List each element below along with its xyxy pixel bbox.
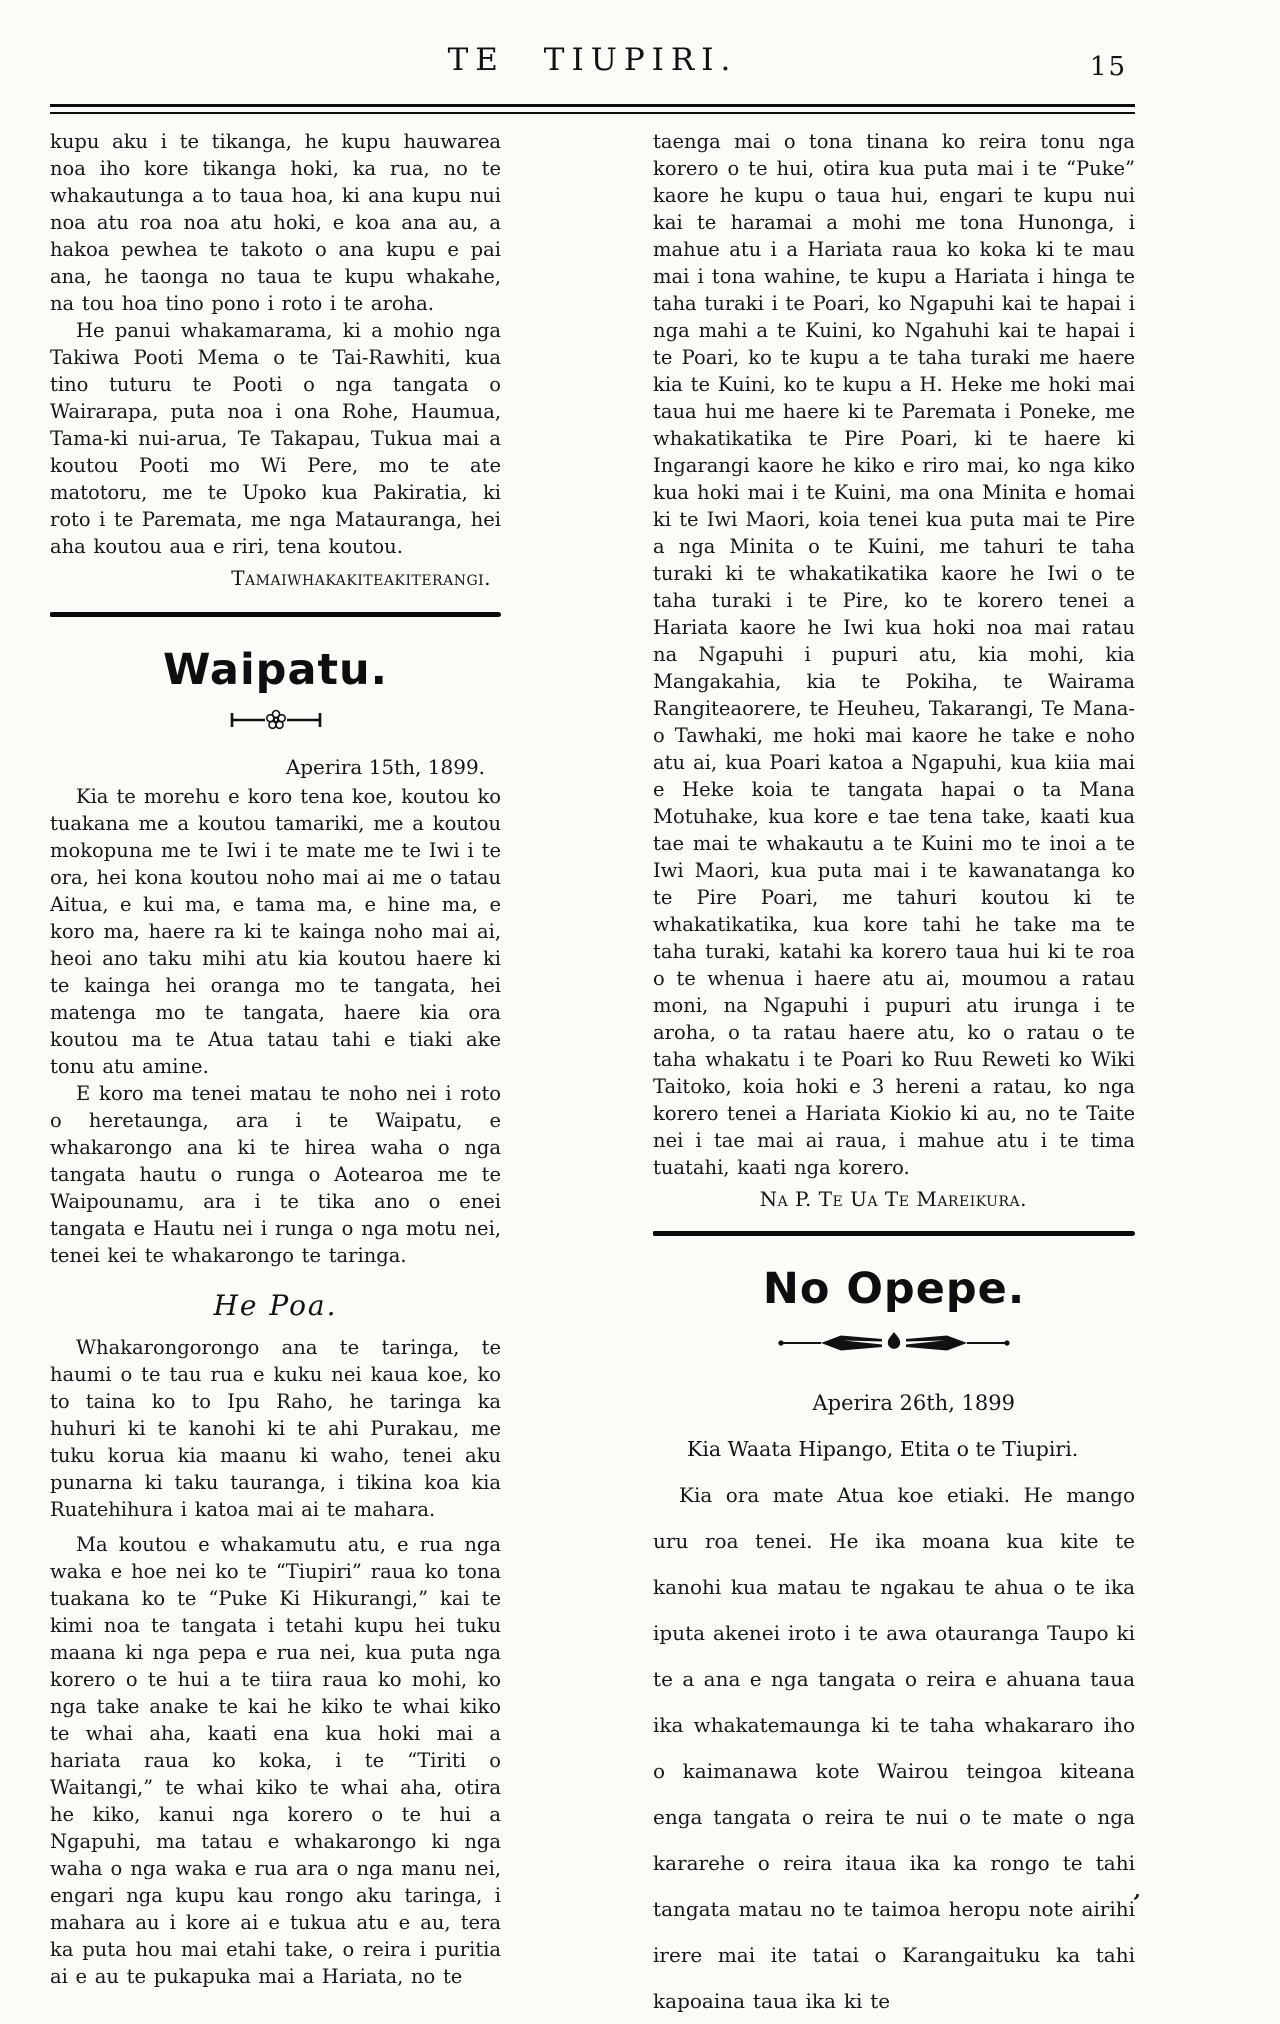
article-heading-no-opepe: No Opepe.	[762, 1264, 1026, 1314]
paragraph-mango: Kia ora mate Atua koe etiaki. He mango uru roa tenei. He ika moana kua kite te kanohi kua matau te ngakau te ahua o te ika iputa akenei iroto i te awa otauranga Taupo ki te a ana e nga tangata o reira e ahuana taua ika whakatemaunga ki te taha whakararo iho o kaimanawa kote Wairou teingoa kiteana enga tangata o reira te nui o te mate o nga kararehe o reira itaua ika ka rongo te tahi tangata matau no te taimoa heropu note airihi irere mai ite tatai o Karangaituku ka tahi kapoaina taua ika ki te	[653, 1483, 1135, 2013]
spacer	[50, 1523, 501, 1531]
paragraph-whakarongorongo: Whakarongorongo ana te taringa, te haumi o te tau rua e kuku nei kaua koe, ko to taina ko to Ipu Raho, he taringa ka huhuri ki te kanohi ki te ahi Purakau, me tuku korua kia maanu ki waho, tenei aku punarna ki taku tauranga, i tikina koa kia Ruatehihura i katoa mai ai te mahara.	[50, 1336, 502, 1521]
text-columns	[50, 128, 1135, 2024]
dateline-waipatu: Aperira 15th, 1899.	[285, 755, 486, 779]
ink-mark-artifact: ’	[1130, 1889, 1142, 1917]
right-column	[653, 128, 1135, 2024]
flower-ornament-icon	[50, 707, 501, 737]
signature-tamaiwhakakiteakiterangi: Tamaiwhakakiteakiterangi.	[231, 566, 492, 590]
paragraph-panui: He panui whakamarama, ki a mohio nga Takiwa Pooti Mema o te Tai-Rawhiti, kua tino tuturu te Pooti o nga tangata o Wairarapa, puta noa i ona Rohe, Haumua, Tama-ki nui-arua, Te Takapau, Tukua mai a koutou Pooti mo Wi Pere, mo te ate matotoru, me te Upoko kua Pakiratia, ki roto i te Paremata, me nga Matauranga, hei aha koutou aua e riri, tena koutou.	[50, 319, 502, 558]
section-rule	[50, 612, 501, 617]
paragraph-heretaunga: E koro ma tenei matau te noho nei i roto o heretaunga, ara i te Waipatu, e whakarongo ana ki te hirea waha o nga tangata hautu o runga o Aotearoa me te Waipounamu, ara i te tika ano o enei tangata e Hautu nei i runga o nga motu nei, tenei kei te whakarongo te taringa.	[50, 1082, 502, 1267]
dateline-no-opepe: Aperira 26th, 1899	[812, 1391, 1015, 1415]
paragraph-hui-korero: taenga mai o tona tinana ko reira tonu nga korero o te hui, otira kua puta mai i te “Puke” kaore he kupu o taua hui, engari te kupu nui kai te haramai a mohi me tona Hunonga, i mahue atu i a Hariata raua ko koka ki te mau mai i tona wahine, te kupu a Hariata i hinga te taha turaki i te Poari, ko Ngapuhi kai te hapai i nga mahi a te Kuini, ko Ngahuhi kai te hapai i te Poari, ko te kupu a te taha turaki me haere kia te Kuini, ko te kupu a H. Heke me hoki mai taua hui me haere ki te Paremata i Poneke, me whakatikatika te Pire Poari, ki te haere ki Ingarangi kaore he kiko e riro mai, ko nga kiko kua hoki mai i te Kuini, ma ona Minita e homai ki te Iwi Maori, koia tenei kua puta mai te Pire a nga Minita o te Kuini, me tahuri te taha turaki ki te whakatikatika kaore he Iwi o te taha turaki i te Pire, ko te korero tenei a Hariata kaore he Iwi kua hoki noa mai ratau na Ngapuhi i pupuri atu, kia mohi, kia Mangakahia, kia te Pokiha, te Wairama Rangiteaorere, te Heuheu, Takarangi, Te Mana-o Tawhaki, me hoki mai kaore he take e noho atu ai, kua Poari katoa a Ngapuhi, kua kiia mai e Heke koia te tangata hapai o ta Mana Motuhake, kua kore e tae tena take, kaati kua tae mai te whakautu a te Kuini mo te inoi a te Iwi Maori, kua puta mai i te kawanatanga ko te Pire Poari, me tahuri koutou ki te whakatikatika, kua kore tahi he take ma te taha turaki, katahi ka korero taua hui ki te roa o te whenua i haere atu ai, moumou a ratau moni, na Ngapuhi i pupuri atu irunga i te aroha, o ta ratau haere atu, ko o ratau o te taha whakatu i te Poari ko Ruu Reweti ko Wiki Taitoko, koia hoki e 3 hereni a ratau, ko nga korero tenei a Hariata Kiokio ki au, no te Taite nei i tae mai ai raua, i mahue atu i te tima tuatahi, kaati nga korero.	[653, 130, 1135, 1179]
article-heading-waipatu: Waipatu.	[163, 645, 388, 695]
salutation-editor: Kia Waata Hipango, Etita o te Tiupiri.	[687, 1437, 1079, 1461]
section-heading-he-poa: He Poa.	[213, 1289, 338, 1322]
paragraph-nga-waka: Ma koutou e whakamutu atu, e rua nga waka e hoe nei ko te “Tiupiri” raua ko tona tuakana ko te “Puke Ki Hikurangi,” kai te kimi noa te tangata i tetahi kupu hei tuku maana ki nga pepa e rua nei, kua puta nga korero o te hui a te tiira raua ko mohi, ko nga take anake te kai he kiko te whai kiko te whai aha, kaati ena kua hoki mai a hariata raua ko koka, i te “Tiriti o Waitangi,” te whai kiko te whai aha, otira he kiko, kanui nga korero o te hui a Ngapuhi, ma tatau e whakarongo ki nga waha o nga waka e rua ara o nga manu nei, engari nga kupu kau rongo aku taringa, i mahara au i kore ai e tukua atu e au, tera ka puta hou mai etahi take, o reira i puritia ai e au te pukapuka mai a Hariata, no te	[50, 1533, 502, 1988]
page-title: TE TIUPIRI.	[447, 42, 738, 78]
paragraph-mihi: Kia te morehu e koro tena koe, koutou ko tuakana me a koutou tamariki, me a koutou mokopuna me te Iwi i te mate me te Iwi i te ora, hei kona koutou noho mai ai me o tatau Aitua, e kui ma, e tama ma, e hine ma, e koro ma, haere ra ki te kainga noho mai ai, heoi ano taku mihi atu kia koutou haere ki te kainga hei oranga mo te tangata, hei matenga mo te tangata, haere kia ora koutou ma te Atua tatau tahi e tiaki ake tonu atu amine.	[50, 785, 502, 1078]
page-header	[50, 30, 1135, 88]
signature-mareikura: Na P. Te Ua Te Mareikura.	[759, 1187, 1027, 1211]
left-column	[50, 128, 501, 2024]
paragraph-continuation: kupu aku i te tikanga, he kupu hauwarea noa iho kore tikanga hoki, ka rua, no te whakautunga a to taua hoa, ki ana kupu nui noa atu roa noa atu hoki, e koa ana au, a hakoa pewhea te takoto o ana kupu e pai ana, he taonga no taua te kupu whakahe, na tou hoa tino pono i roto i te aroha.	[50, 130, 502, 315]
page-number: 15	[1089, 52, 1127, 82]
header-double-rule	[50, 104, 1135, 114]
section-rule	[653, 1231, 1135, 1236]
fleuron-ornament-icon	[653, 1326, 1135, 1364]
